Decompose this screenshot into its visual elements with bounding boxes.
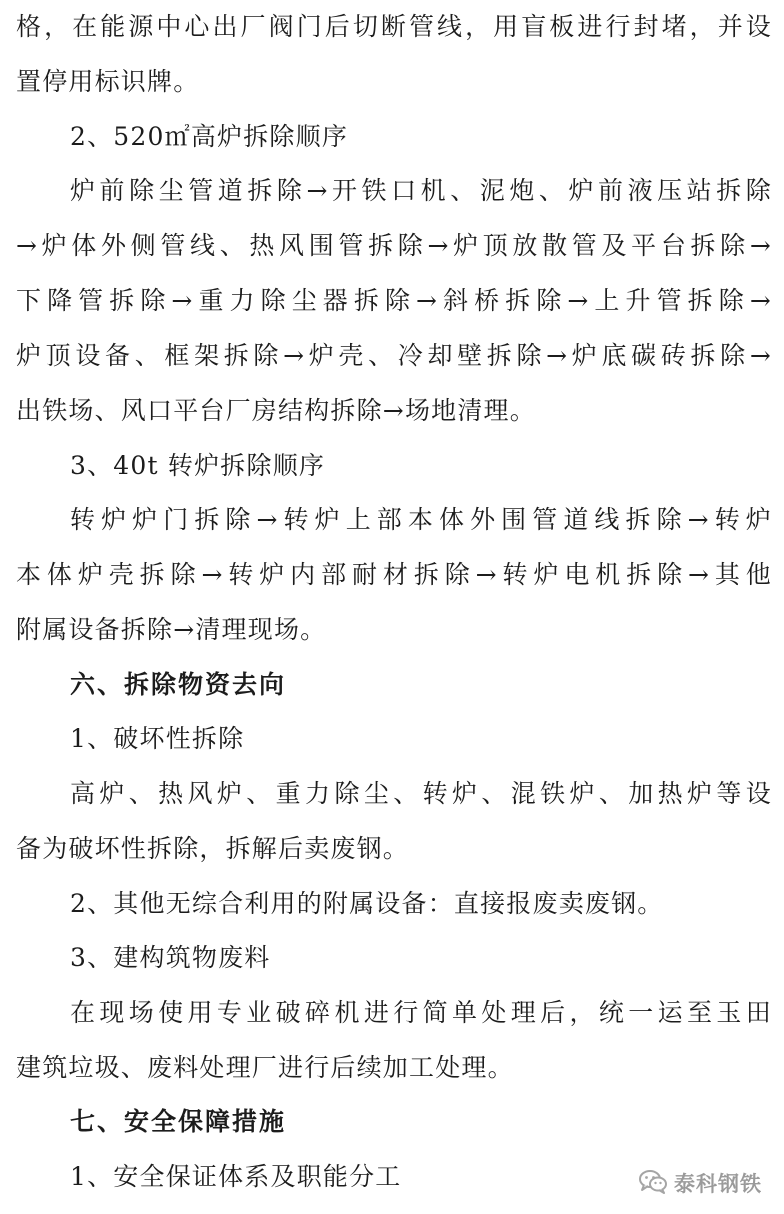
paragraph-line: →炉体外侧管线、热风围管拆除→炉顶放散管及平台拆除→ (16, 231, 772, 260)
section-heading: 六、拆除物资去向 (70, 670, 287, 699)
paragraph-line: 附属设备拆除→清理现场。 (16, 615, 327, 644)
paragraph-line: 置停用标识牌。 (16, 67, 200, 96)
section-subtitle: 1、安全保证体系及职能分工 (70, 1162, 402, 1191)
section-subtitle: 3、建构筑物废料 (70, 943, 271, 972)
paragraph-line: 建筑垃圾、废料处理厂进行后续加工处理。 (16, 1053, 514, 1082)
paragraph-line: 2、其他无综合利用的附属设备：直接报废卖废钢。 (70, 889, 664, 918)
section-subtitle: 1、破坏性拆除 (70, 724, 245, 753)
paragraph-line: 下降管拆除→重力除尘器拆除→斜桥拆除→上升管拆除→ (16, 286, 772, 315)
wechat-icon (638, 1168, 668, 1199)
paragraph-line: 在现场使用专业破碎机进行简单处理后，统一运至玉田 (70, 998, 772, 1027)
paragraph-line: 转炉炉门拆除→转炉上部本体外围管道线拆除→转炉 (70, 505, 772, 534)
paragraph-line: 本体炉壳拆除→转炉内部耐材拆除→转炉电机拆除→其他 (16, 560, 772, 589)
paragraph-line: 炉前除尘管道拆除→开铁口机、泥炮、炉前液压站拆除 (70, 176, 772, 205)
paragraph-line: 高炉、热风炉、重力除尘、转炉、混铁炉、加热炉等设 (70, 779, 772, 808)
watermark (638, 1168, 762, 1198)
paragraph-line: 备为破坏性拆除，拆解后卖废钢。 (16, 834, 410, 863)
watermark-text: 泰科钢铁 (674, 1172, 762, 1196)
section-subtitle: 3、40t 转炉拆除顺序 (70, 451, 326, 480)
paragraph-line: 格，在能源中心出厂阀门后切断管线，用盲板进行封堵，并设 (16, 12, 772, 41)
section-subtitle: 2、520㎡高炉拆除顺序 (70, 122, 349, 151)
paragraph-line: 炉顶设备、框架拆除→炉壳、冷却壁拆除→炉底碳砖拆除→ (16, 341, 772, 370)
section-heading: 七、安全保障措施 (70, 1107, 287, 1136)
paragraph-line: 出铁场、风口平台厂房结构拆除→场地清理。 (16, 396, 536, 425)
